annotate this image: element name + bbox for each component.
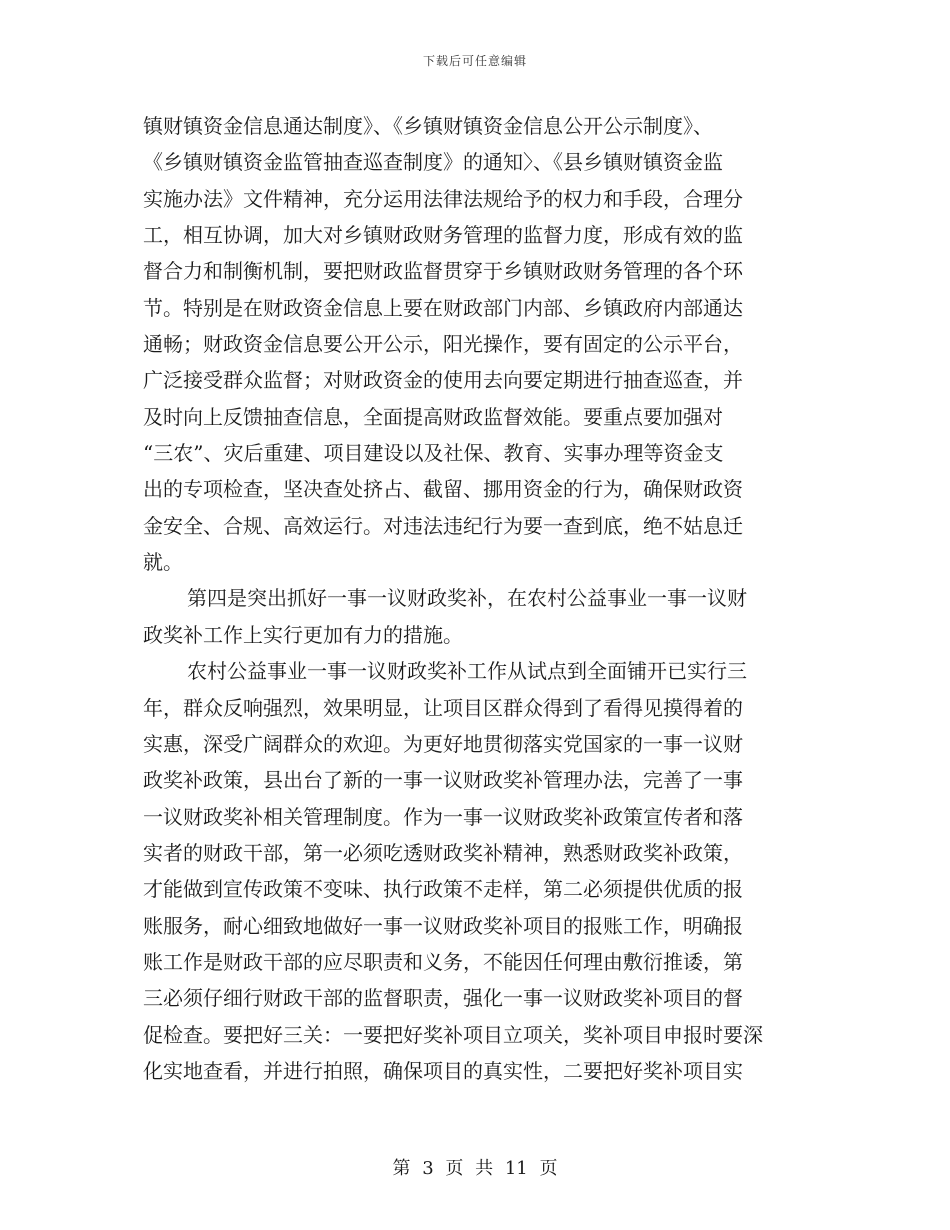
text-line: 账服务，耐心细致地做好一事一议财政奖补项目的报账工作，明确报 [143, 913, 743, 938]
text-line: 金安全、合规、高效运行。对违法违纪行为要一查到底，绝不姑息迁 [143, 513, 743, 538]
text-line: 年，群众反响强烈，效果明显，让项目区群众得到了看得见摸得着的 [143, 695, 743, 720]
text-line: “三农”、灾后重建、项目建设以及社保、教育、实事办理等资金支 [143, 441, 724, 466]
text-line: 广泛接受群众监督；对财政资金的使用去向要定期进行抽查巡查，并 [143, 368, 743, 393]
text-line: 出的专项检查，坚决查处挤占、截留、挪用资金的行为，确保财政资 [143, 477, 743, 502]
text-line: 及时向上反馈抽查信息，全面提高财政监督效能。要重点要加强对 [143, 404, 723, 429]
page-header: 下载后可任意编辑 [422, 54, 527, 68]
paragraph-start-line: 第四是突出抓好一事一议财政奖补，在农村公益事业一事一议财 [187, 586, 747, 611]
text-line: 节。特别是在财政资金信息上要在财政部门内部、乡镇政府内部通达 [143, 295, 743, 320]
text-line: 一议财政奖补相关管理制度。作为一事一议财政奖补政策宣传者和落 [143, 804, 743, 829]
text-line: 才能做到宣传政策不变味、执行政策不走样，第二必须提供优质的报 [143, 877, 743, 902]
page-number-footer: 第 3 页 共 11 页 [392, 1158, 558, 1179]
text-line: 账工作是财政干部的应尽职责和义务，不能因任何理由敷衍推诿，第 [143, 949, 743, 974]
text-line: 《乡镇财镇资金监管抽查巡查制度》的通知〉、《县乡镇财镇资金监 [143, 150, 723, 175]
document-body [143, 108, 801, 1089]
text-line: 三必须仔细行财政干部的监督职责，强化一事一议财政奖补项目的督 [143, 986, 743, 1011]
text-line: 政奖补政策，县出台了新的一事一议财政奖补管理办法，完善了一事 [143, 768, 743, 793]
text-line: 镇财镇资金信息通达制度》、《乡镇财镇资金信息公开公示制度》、 [143, 114, 713, 138]
text-line: 化实地查看，并进行拍照，确保项目的真实性，二要把好奖补项目实 [143, 1058, 743, 1083]
text-line: 就。 [143, 550, 183, 575]
paragraph-start-line: 农村公益事业一事一议财政奖补工作从试点到全面铺开已实行三 [187, 659, 747, 684]
text-line: 促检查。要把好三关：一要把好奖补项目立项关，奖补项目申报时要深 [143, 1022, 763, 1047]
text-line: 政奖补工作上实行更加有力的措施。 [143, 622, 463, 647]
text-line: 实施办法》文件精神，充分运用法律法规给予的权力和手段，合理分 [143, 186, 743, 211]
text-line: 工，相互协调，加大对乡镇财政财务管理的监督力度，形成有效的监 [143, 223, 743, 248]
text-line: 督合力和制衡机制，要把财政监督贯穿于乡镇财政财务管理的各个环 [143, 259, 743, 284]
text-line: 实者的财政干部，第一必须吃透财政奖补精神，熟悉财政奖补政策， [143, 840, 743, 865]
text-line: 实惠，深受广阔群众的欢迎。为更好地贯彻落实党国家的一事一议财 [143, 731, 743, 756]
text-line: 通畅；财政资金信息要公开公示，阳光操作，要有固定的公示平台， [143, 332, 743, 357]
